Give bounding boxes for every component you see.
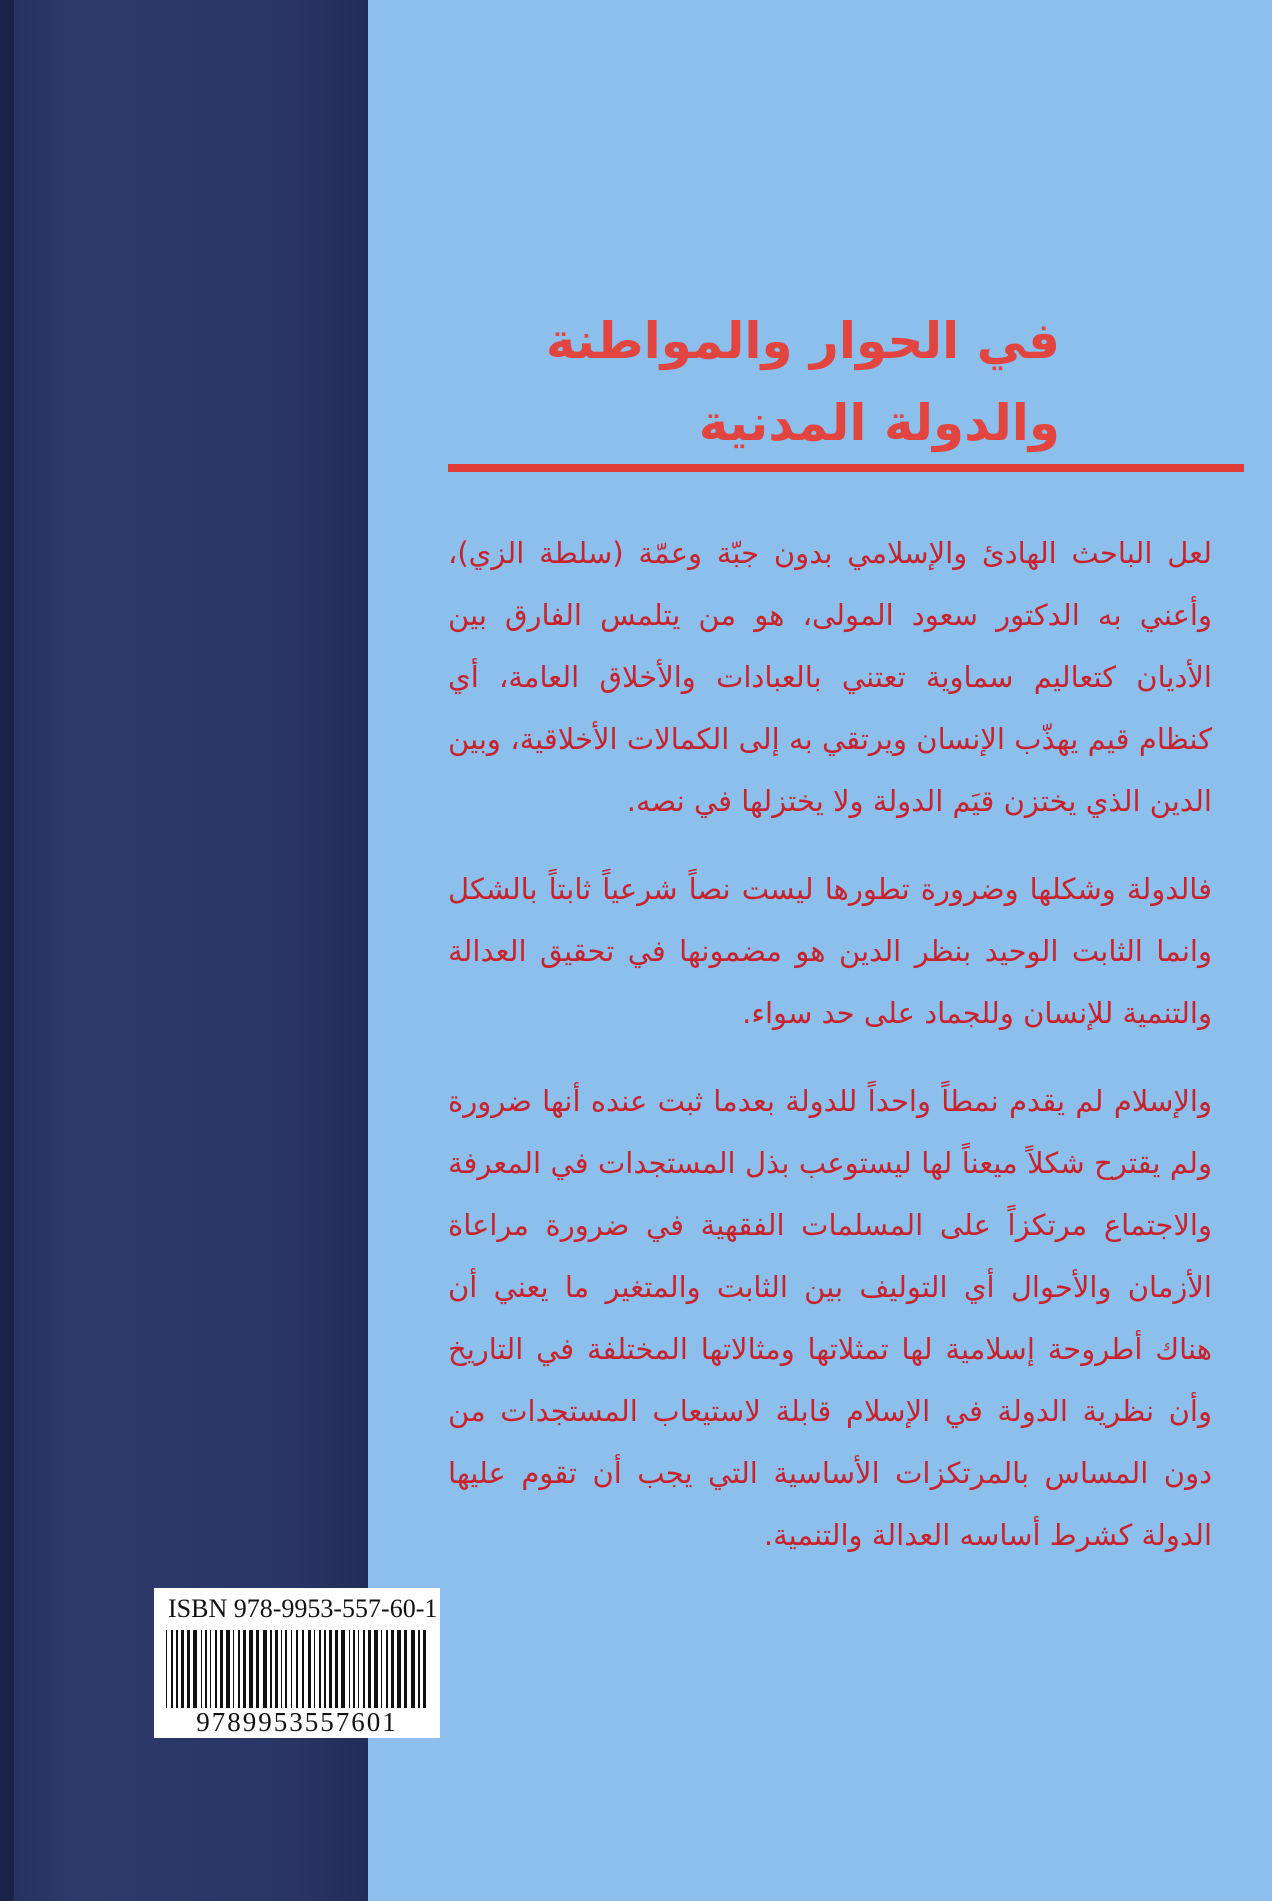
barcode-bar [171, 1630, 173, 1716]
barcode-bar [349, 1630, 350, 1716]
barcode-bar [187, 1630, 190, 1716]
barcode-bar [256, 1630, 259, 1716]
title-divider [448, 464, 1244, 472]
blurb-paragraph-2: فالدولة وشكلها وضرورة تطورها ليست نصاً شرعياً ثابتاً بالشكل وانما الثابت الوحيد بنظر الدين هو مضمونها في تحقيق العدالة والتنمية للإنسان وللجماد على حد سواء. [448, 872, 1212, 1030]
isbn-barcode [154, 1588, 440, 1738]
blurb-paragraph-1: لعل الباحث الهادئ والإسلامي بدون جبّة وعمّة (سلطة الزي)، وأعني به الدكتور سعود المولى، هو من يتلمس الفارق بين الأديان كتعاليم سماوية تعتني بالعبادات والأخلاق العامة، أي كنظام قيم يهذّب الإنسان ويرتقي به إلى الكمالات الأخلاقية، وبين الدين الذي يختزن قيَم الدولة ولا يختزلها في نصه. [448, 536, 1212, 818]
barcode-bar [381, 1630, 382, 1716]
barcode-bar [397, 1630, 401, 1716]
barcode-bar [205, 1630, 207, 1716]
barcode-bar [302, 1630, 304, 1716]
isbn-number: ISBN 978-9953-557-60-1 [168, 1594, 438, 1623]
ean-digits: 9789953557601 [154, 1708, 440, 1736]
barcode-bar [291, 1630, 292, 1716]
blurb-text [448, 522, 1212, 1592]
barcode-bar [181, 1630, 184, 1716]
barcode-bar [238, 1630, 240, 1716]
barcode-bar [341, 1630, 345, 1716]
barcode-bar [166, 1630, 167, 1716]
barcode-bar [374, 1630, 378, 1716]
barcode-bar [285, 1630, 287, 1716]
book-title [300, 300, 1060, 464]
barcode-bar [418, 1630, 420, 1716]
barcode-bar [368, 1630, 371, 1716]
barcode-bar [353, 1630, 355, 1716]
barcode-bar [423, 1630, 426, 1716]
barcode-bar [329, 1630, 332, 1716]
barcode-bar [226, 1630, 230, 1716]
barcode-bar [233, 1630, 234, 1716]
barcode-bar [176, 1630, 178, 1716]
barcode-bar [263, 1630, 267, 1716]
title-line-2: والدولة المدنية [698, 394, 1060, 452]
barcode-bar [210, 1630, 211, 1716]
barcode-bar [215, 1630, 217, 1716]
barcode-bar [358, 1630, 359, 1716]
blurb-paragraph-3: والإسلام لم يقدم نمطاً واحداً للدولة بعدما ثبت عنده أنها ضرورة ولم يقترح شكلاً ميعناً لها ليستوعب بذل المستجدات في المعرفة والاجتماع مرتكزاً على المسلمات الفقهية في ضرورة مراعاة الأزمان والأحوال أي التوليف بين الثابت والمتغير ما يعني أن هناك أطروحة إسلامية لها تمثلاتها ومثالاتها المختلفة في التاريخ وأن نظرية الدولة في الإسلام قابلة لاستيعاب المستجدات من دون المساس بالمرتكزات الأساسية التي يجب أن تقوم عليها الدولة كشرط أساسه العدالة والتنمية. [448, 1084, 1212, 1552]
barcode-bar [386, 1630, 388, 1716]
barcode-bar [308, 1630, 311, 1716]
barcode-bar [275, 1630, 278, 1716]
barcode-bar [335, 1630, 338, 1716]
barcode-bar [249, 1630, 253, 1716]
title-line-1: في الحوار والمواطنة [545, 312, 1060, 370]
barcode-bars [164, 1630, 430, 1716]
barcode-bar [281, 1630, 282, 1716]
barcode-bar [319, 1630, 321, 1716]
barcode-bar [363, 1630, 365, 1716]
barcode-bar [220, 1630, 223, 1716]
barcode-bar [324, 1630, 326, 1716]
barcode-bar [193, 1630, 197, 1716]
barcode-bar [243, 1630, 246, 1716]
barcode-bar [314, 1630, 315, 1716]
spine-edge [0, 0, 14, 1901]
barcode-bar [201, 1630, 202, 1716]
barcode-bar [296, 1630, 298, 1716]
barcode-bar [391, 1630, 394, 1716]
barcode-bar [411, 1630, 415, 1716]
barcode-bar [404, 1630, 407, 1716]
barcode-bar [270, 1630, 272, 1716]
